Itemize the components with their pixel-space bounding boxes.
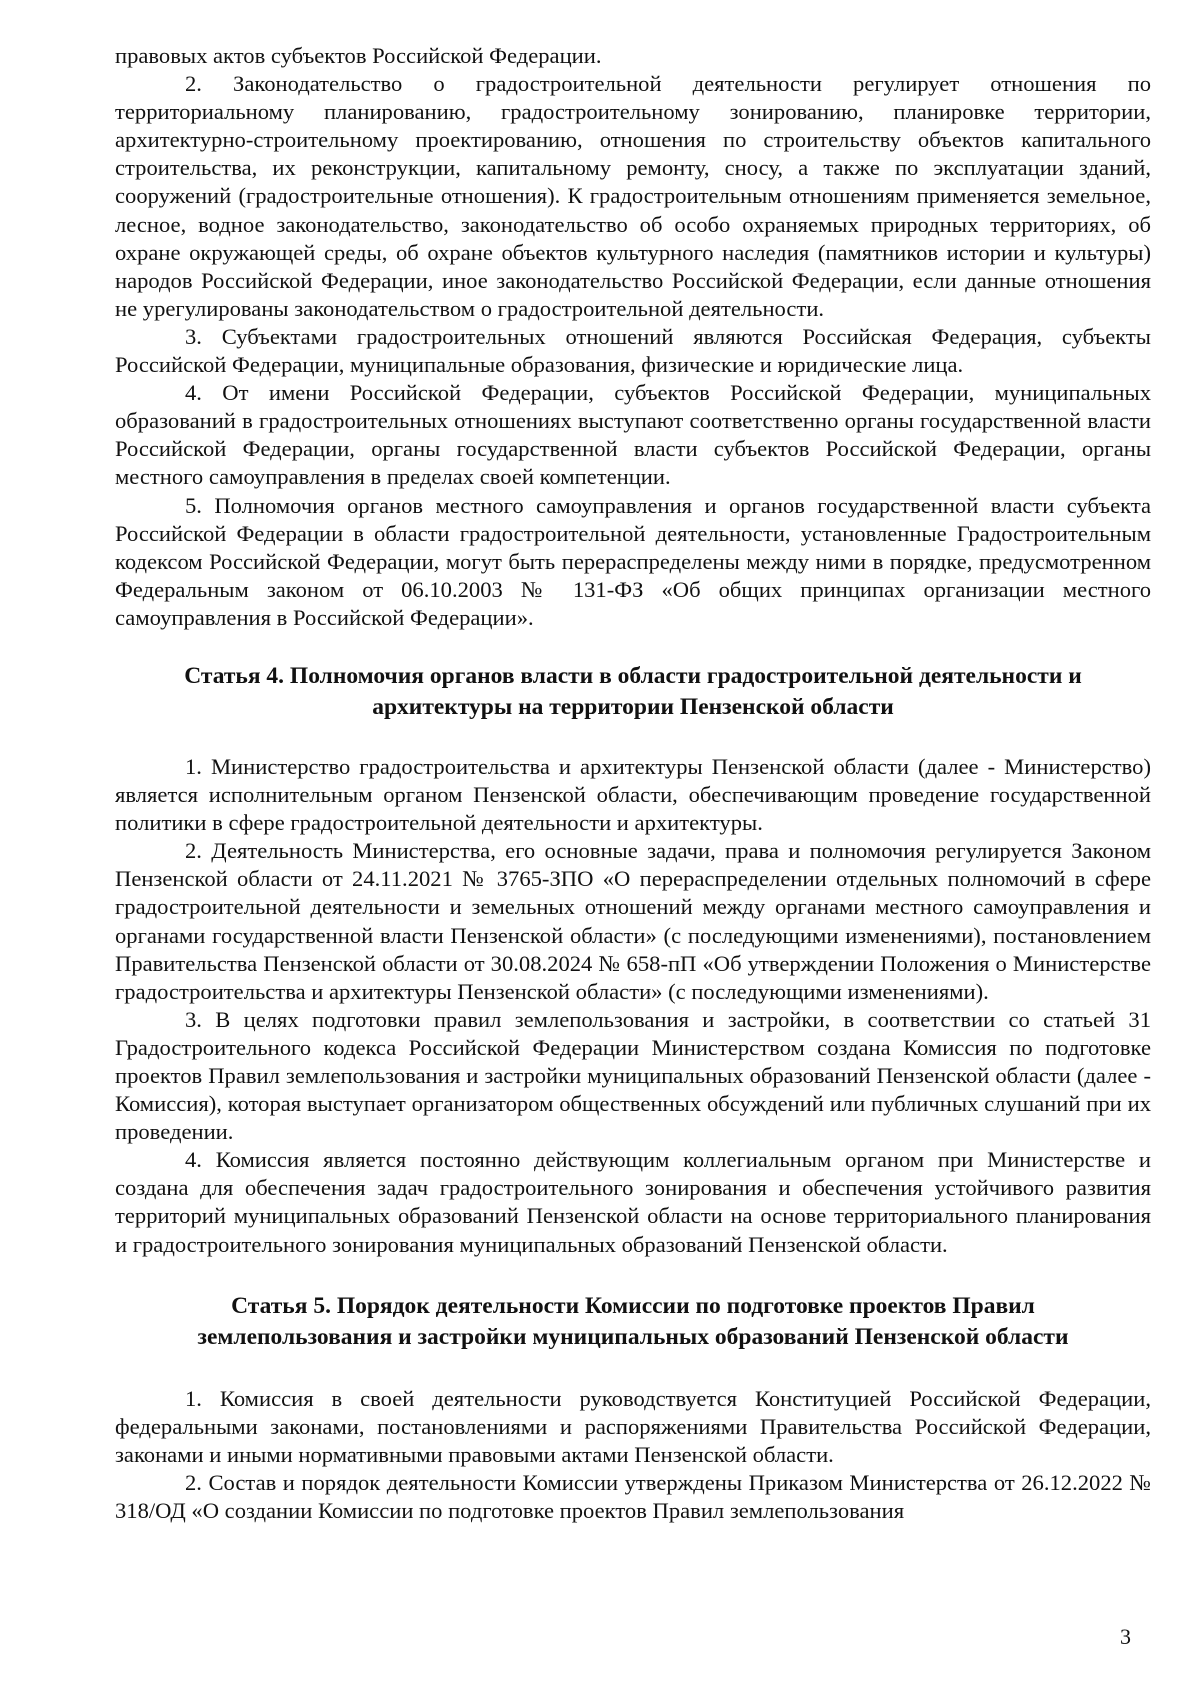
article-4-title-line-1: Статья 4. Полномочия органов власти в области градостроительной деятельности и: [184, 662, 1082, 689]
article-5-paragraph-1: 1. Комиссия в своей деятельности руководствуется Конституцией Российской Федерации, федеральными законами, постановлениями и распоряжениями Правительства Российской Федерации, законами и иными нормативными правовыми актами Пензенской области.: [115, 1385, 1151, 1467]
article-4-title-line-2: архитектуры на территории Пензенской области: [372, 693, 894, 720]
paragraph-subjects: 3. Субъектами градостроительных отношений являются Российская Федерация, субъекты Российской Федерации, муниципальные образования, физические и юридические лица.: [115, 323, 1151, 378]
article-5-title-line-2: землепользования и застройки муниципальных образований Пензенской области: [197, 1323, 1069, 1350]
article-4-heading: [115, 661, 1151, 723]
article-4-paragraph-3: 3. В целях подготовки правил землепользования и застройки, в соответствии со статьей 31 Градостроительного кодекса Российской Федерации Министерством создана Комиссия по подготовке проектов Правил землепользования и застройки муниципальных образований Пензенской области (далее - Комиссия), которая выступает организатором общественных обсуждений или публичных слушаний при их проведении.: [115, 1006, 1151, 1145]
paragraph-representation: 4. От имени Российской Федерации, субъектов Российской Федерации, муниципальных образований в градостроительных отношениях выступают соответственно органы государственной власти Российской Федерации, органы государственной власти субъектов Российской Федерации, органы местного самоуправления в пределах своей компетенции.: [115, 380, 1151, 490]
article-5-heading: [115, 1291, 1151, 1353]
article-5-paragraph-2: 2. Состав и порядок деятельности Комиссии утверждены Приказом Министерства от 26.12.2022 № 318/ОД «О создании Комиссии по подготовке проектов Правил землепользования: [115, 1469, 1151, 1524]
article-4-paragraph-2: 2. Деятельность Министерства, его основные задачи, права и полномочия регулируется Законом Пензенской области от 24.11.2021 № 3765-ЗПО «О перераспределении отдельных полномочий в сфере градостроительной деятельности и земельных отношений между органами местного самоуправления и органами государственной власти Пензенской области» (с последующими изменениями), постановлением Правительства Пензенской области от 30.08.2024 № 658-пП «Об утверждении Положения о Министерстве градостроительства и архитектуры Пензенской области» (с последующими изменениями).: [115, 838, 1151, 1004]
article-4-paragraph-4: 4. Комиссия является постоянно действующим коллегиальным органом при Министерстве и создана для обеспечения задач градостроительного зонирования и обеспечения устойчивого развития территорий муниципальных образований Пензенской области на основе территориального планирования и градостроительного зонирования муниципальных образований Пензенской области.: [115, 1147, 1151, 1257]
paragraph-continuation: правовых актов субъектов Российской Федерации.: [115, 43, 602, 68]
paragraph-redistribution: 5. Полномочия органов местного самоуправления и органов государственной власти субъекта Российской Федерации в области градостроительной деятельности, установленные Градостроительным кодексом Российской Федерации, могут быть перераспределены между ними в порядке, предусмотренном Федеральным законом от 06.10.2003 № 131-ФЗ «Об общих принципах организации местного самоуправления в Российской Федерации».: [115, 492, 1151, 630]
article-5-title-line-1: Статья 5. Порядок деятельности Комиссии по подготовке проектов Правил: [231, 1292, 1035, 1319]
article-4-paragraph-1: 1. Министерство градостроительства и архитектуры Пензенской области (далее - Министерство) является исполнительным органом Пензенской области, обеспечивающим проведение государственной политики в сфере градостроительной деятельности и архитектуры.: [115, 753, 1151, 836]
document-page: [115, 42, 1151, 1525]
paragraph-legislation-scope: 2. Законодательство о градостроительной деятельности регулирует отношения по территориальному планированию, градостроительному зонированию, планировке территории, архитектурно-строительному проектированию, отношения по строительству объектов капитального строительства, их реконструкции, капитальному ремонту, сносу, а также по эксплуатации зданий, сооружений (градостроительные отношения). К градостроительным отношениям применяется земельное, лесное, водное законодательство, законодательство об особо охраняемых природных территориях, об охране окружающей среды, об охране объектов культурного наследия (памятников истории и культуры) народов Российской Федерации, иное законодательство Российской Федерации, если данные отношения не урегулированы законодательством о градостроительной деятельности.: [115, 71, 1151, 321]
page-number: 3: [1120, 1624, 1131, 1649]
